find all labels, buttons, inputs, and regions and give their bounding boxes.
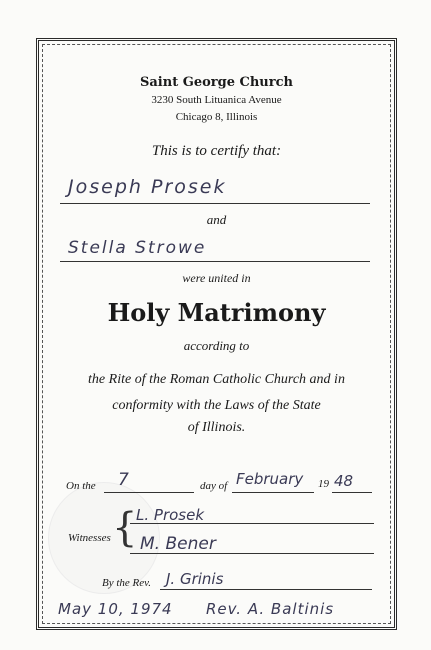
- witness-1-line: [130, 523, 374, 524]
- day-line: [104, 492, 194, 493]
- and-text: and: [206, 212, 227, 227]
- groom-name: Joseph Prosek: [68, 176, 227, 198]
- officiant-line: [160, 589, 372, 590]
- certify-text: This is to certify that:: [151, 143, 282, 159]
- rite-line-1: the Rite of the Roman Catholic Church and in: [88, 372, 345, 387]
- church-name: Saint George Church: [140, 75, 293, 90]
- month-value: February: [236, 470, 304, 488]
- officiant-label: By the Rev.: [102, 577, 151, 589]
- bride-name: Stella Strowe: [68, 238, 207, 258]
- issue-date: May 10, 1974: [58, 600, 173, 618]
- rite-line-2: conformity with the Laws of the State: [112, 398, 321, 413]
- witnesses-label: Witnesses: [68, 532, 111, 544]
- church-address: 3230 South Lituanica Avenue: [151, 94, 282, 106]
- rite-line-3: of Illinois.: [187, 420, 246, 435]
- witness-brace: {: [112, 505, 138, 551]
- month-line: [232, 492, 314, 493]
- day-value: 7: [118, 470, 129, 490]
- groom-line: [60, 203, 370, 204]
- bride-line: [60, 261, 370, 262]
- witness-1: L. Prosek: [136, 506, 205, 524]
- officiant-name: J. Grinis: [166, 570, 224, 588]
- witness-2-line: [130, 553, 374, 554]
- certificate-title: Holy Matrimony: [107, 298, 326, 327]
- year-prefix: 19: [318, 478, 329, 490]
- day-of-label: day of: [200, 480, 228, 492]
- church-city: Chicago 8, Illinois: [175, 111, 258, 123]
- year-line: [332, 492, 372, 493]
- according-text: according to: [183, 338, 250, 353]
- year-value: 48: [334, 472, 354, 490]
- united-text: were united in: [182, 271, 251, 285]
- pastor-signature: Rev. A. Baltinis: [206, 600, 335, 618]
- on-the-label: On the: [66, 480, 96, 492]
- witness-2: M. Bener: [140, 534, 216, 554]
